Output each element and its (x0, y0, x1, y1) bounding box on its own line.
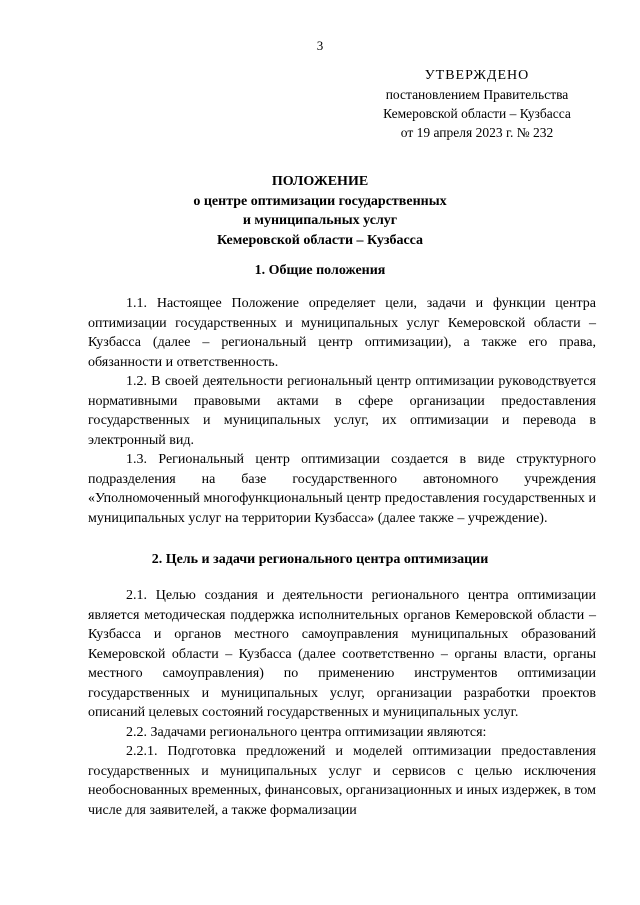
section-heading: 1. Общие положения (254, 263, 386, 278)
approval-stamp (344, 66, 610, 142)
paragraph: 1.3. Региональный центр оптимизации создается в виде структурного подразделения на базе государственного автономного учреждения «Уполномоченный многофункциональный центр предоставления государственных и муниципальных услуг на территории Кузбасса» (далее также – учреждение). (88, 452, 596, 526)
document-title (0, 172, 640, 250)
approval-line: от 19 апреля 2023 г. № 232 (400, 125, 554, 140)
approval-line: Кемеровской области – Кузбасса (383, 106, 571, 121)
paragraph: 2.2. Задачами регионального центра оптимизации являются: (126, 724, 487, 740)
approval-line: постановлением Правительства (385, 87, 569, 102)
page-number: 3 (316, 38, 324, 53)
paragraph: 2.1. Целью создания и деятельности регионального центра оптимизации является методическая поддержка исполнительных органов Кемеровской области – Кузбасса и органов местного самоуправления муниципальных образований Кемеровской области – Кузбасса (далее соответственно – органы власти, органы местного самоуправления) по применению инструментов оптимизации государственных и муниципальных услуг, организации разработки проектов описаний целевых состояний государственных и муниципальных услуг. (88, 588, 596, 720)
paragraph: 1.1. Настоящее Положение определяет цели, задачи и функции центра оптимизации государственных и муниципальных услуг Кемеровской области – Кузбасса (далее – региональный центр оптимизации), а также его права, обязанности и ответственность. (88, 296, 596, 370)
section-2-body (88, 586, 596, 820)
section-heading: 2. Цель и задачи регионального центра оптимизации (151, 552, 489, 567)
section-1-body (88, 294, 596, 528)
document-title-line: Кемеровской области – Кузбасса (216, 232, 424, 248)
document-title-line: о центре оптимизации государственных (193, 193, 447, 209)
document-title-line: ПОЛОЖЕНИЕ (271, 174, 369, 189)
approval-title: УТВЕРЖДЕНО (424, 68, 530, 83)
document-title-line: и муниципальных услуг (242, 213, 398, 228)
paragraph: 2.2.1. Подготовка предложений и моделей оптимизации предоставления государственных и муниципальных услуг и сервисов с целью исключения необоснованных временных, финансовых, организационных и иных издержек, в том числе для заявителей, а также формализации (88, 744, 596, 818)
paragraph: 1.2. В своей деятельности региональный центр оптимизации руководствуется нормативными правовыми актами в сфере организации предоставления государственных и муниципальных услуг, их оптимизации и перевода в электронный вид. (88, 374, 596, 448)
